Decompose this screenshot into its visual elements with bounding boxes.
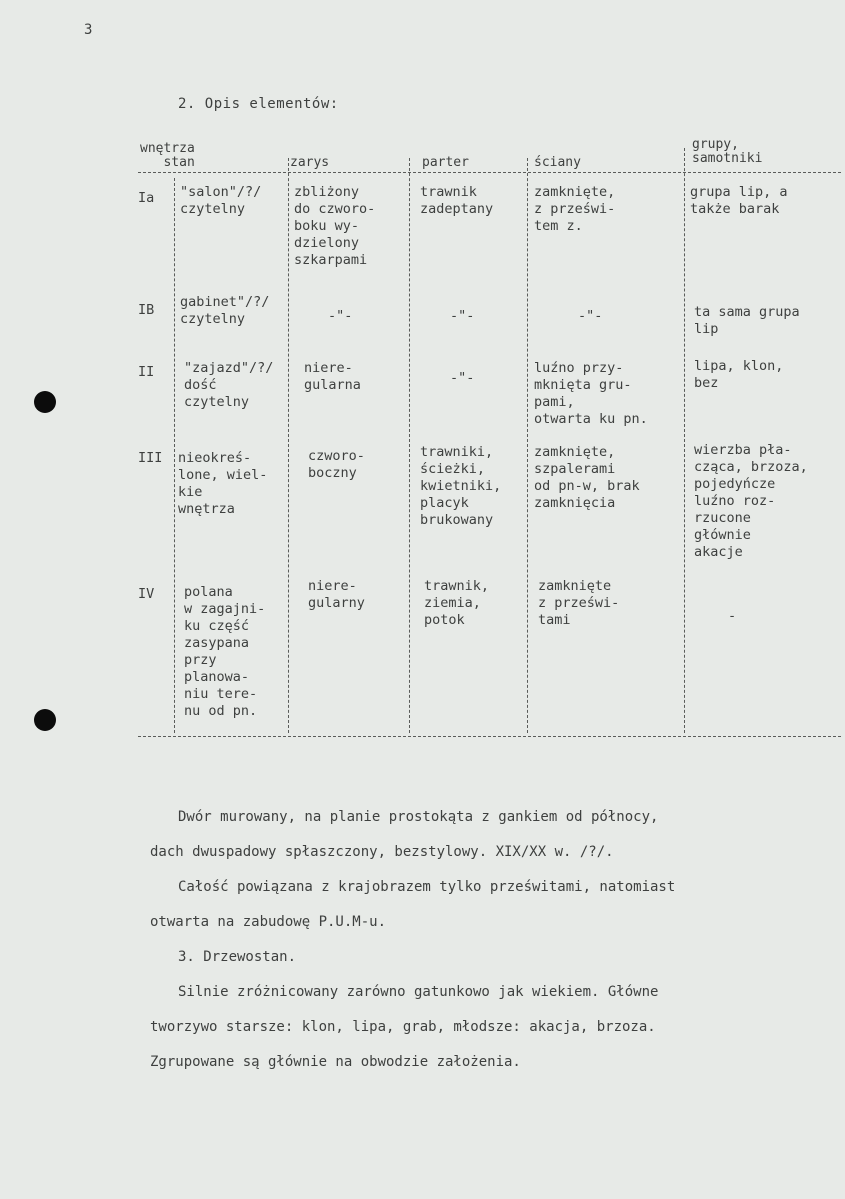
page-number: 3: [84, 22, 93, 38]
paragraph-line: otwarta na zabudowę P.U.M-u.: [150, 914, 387, 930]
cell-zarys: niere- gularna: [304, 360, 361, 393]
cell-sciany: -"-: [578, 308, 603, 324]
row-label: IB: [138, 302, 155, 318]
cell-parter: trawnik, ziemia, potok: [424, 578, 490, 628]
punch-hole: [34, 391, 56, 413]
cell-grupy: -: [728, 608, 737, 624]
cell-grupy: wierzba pła- cząca, brzoza, pojedyńcze luźno roz- rzucone głównie akacje: [694, 442, 808, 560]
cell-parter: -"-: [450, 308, 475, 324]
column-divider: [409, 158, 410, 733]
section-heading: 2. Opis elementów:: [178, 96, 339, 112]
cell-zarys: czworo- boczny: [308, 448, 365, 481]
column-divider: [174, 178, 175, 733]
header-parter: parter: [422, 155, 469, 170]
paragraph-line: tworzywo starsze: klon, lipa, grab, młodsze: akacja, brzoza.: [150, 1019, 656, 1035]
row-label: Ia: [138, 190, 155, 206]
elements-table: [138, 138, 841, 743]
paragraph-line: Całość powiązana z krajobrazem tylko prześwitami, natomiast: [178, 879, 676, 895]
cell-zarys: -"-: [328, 308, 353, 324]
paragraph-line: Zgrupowane są głównie na obwodzie założenia.: [150, 1054, 521, 1070]
row-label: IV: [138, 586, 155, 602]
cell-stan: gabinet"/?/ czytelny: [180, 294, 270, 327]
cell-stan: "salon"/?/ czytelny: [180, 184, 262, 217]
cell-stan: polana w zagajni- ku część zasypana przy planowa- niu tere- nu od pn.: [184, 584, 266, 719]
header-rule: [138, 172, 841, 173]
header-stan: wnętrza stan: [140, 141, 195, 170]
cell-sciany: zamknięte, z prześwi- tem z.: [534, 184, 616, 234]
cell-parter: trawnik zadeptany: [420, 184, 494, 217]
row-label: II: [138, 364, 155, 380]
cell-sciany: luźno przy- mknięta gru- pami, otwarta ku pn.: [534, 360, 648, 427]
column-divider: [288, 158, 289, 733]
row-label: III: [138, 450, 163, 466]
cell-stan: "zajazd"/?/ dość czytelny: [184, 360, 274, 410]
cell-zarys: zbliżony do czworo- boku wy- dzielony szkarpami: [294, 184, 376, 268]
cell-grupy: lipa, klon, bez: [694, 358, 784, 391]
cell-sciany: zamknięte z prześwi- tami: [538, 578, 620, 628]
body-text: [150, 800, 830, 1080]
cell-zarys: niere- gularny: [308, 578, 365, 611]
header-zarys: zarys: [290, 155, 330, 170]
cell-grupy: ta sama grupa lip: [694, 304, 800, 337]
paragraph-line: dach dwuspadowy spłaszczony, bezstylowy. XIX/XX w. /?/.: [150, 844, 614, 860]
header-sciany: ściany: [534, 155, 581, 170]
header-grupy: grupy, samotniki: [692, 137, 763, 166]
column-divider: [527, 158, 528, 733]
punch-hole: [34, 709, 56, 731]
cell-grupy: grupa lip, a także barak: [690, 184, 788, 217]
paragraph-line: Dwór murowany, na planie prostokąta z gankiem od północy,: [178, 809, 659, 825]
section-heading-drzewostan: 3. Drzewostan.: [178, 949, 297, 965]
paragraph-line: Silnie zróżnicowany zarówno gatunkowo jak wiekiem. Główne: [178, 984, 659, 1000]
column-divider: [684, 148, 685, 733]
cell-parter: trawniki, ścieżki, kwietniki, placyk brukowany: [420, 444, 502, 528]
cell-stan: nieokreś- lone, wiel- kie wnętrza: [178, 450, 268, 517]
cell-sciany: zamknięte, szpalerami od pn-w, brak zamknięcia: [534, 444, 640, 511]
table-bottom-rule: [138, 736, 841, 737]
cell-parter: -"-: [450, 370, 475, 386]
